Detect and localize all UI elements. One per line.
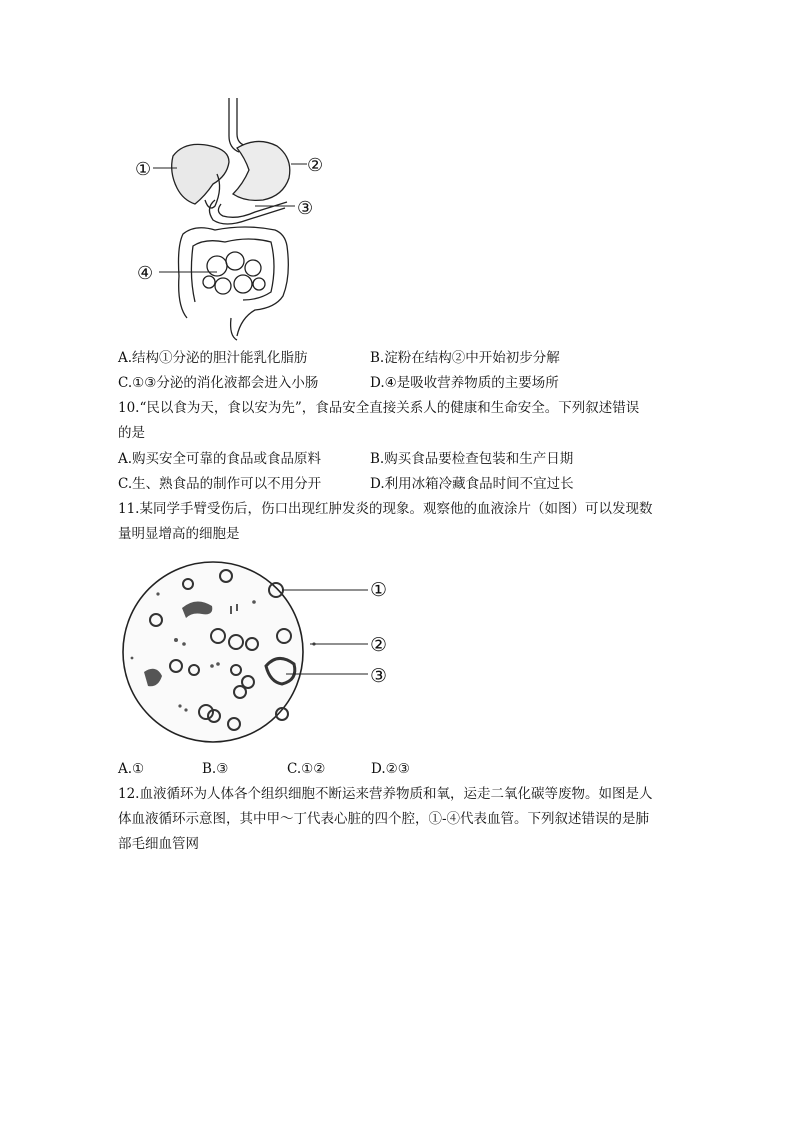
q12-stem-line3: 部毛细血管网 [118,836,199,852]
q10-stem-line2: 的是 [118,425,145,441]
q10-option-b: B.购买食品要检查包装和生产日期 [370,451,574,467]
figure-label-1: ① [135,159,152,180]
figure-label-3: ③ [297,198,314,219]
q10-option-a: A.购买安全可靠的食品或食品原料 [118,451,322,467]
smear-label-1: ① [370,579,388,601]
q10-option-c: C.生、熟食品的制作可以不用分开 [118,476,322,492]
q11-option-d: D.②③ [371,761,410,777]
q9-option-b: B.淀粉在结构②中开始初步分解 [370,350,560,366]
figure-label-2: ② [307,155,324,176]
q11-stem-line1: 11.某同学手臂受伤后，伤口出现红肿发炎的现象。观察他的血液涂片（如图）可以发现数 [118,501,653,517]
q9-option-a: A.结构①分泌的胆汁能乳化脂肪 [118,350,308,366]
figure-label-4: ④ [137,263,154,284]
digestive-system-figure [125,96,335,341]
q11-option-b: B.③ [202,761,229,777]
q9-option-d: D.④是吸收营养物质的主要场所 [370,375,559,391]
blood-smear-figure [118,554,398,752]
q9-option-c: C.①③分泌的消化液都会进入小肠 [118,375,319,391]
smear-label-3: ③ [370,665,388,687]
q12-stem-line1: 12.血液循环为人体各个组织细胞不断运来营养物质和氧，运走二氧化碳等废物。如图是人 [118,786,653,802]
q12-stem-line2: 体血液循环示意图，其中甲～丁代表心脏的四个腔，①-④代表血管。下列叙述错误的是肺 [118,811,650,827]
q11-option-c: C.①② [287,761,326,777]
q11-option-a: A.① [118,761,145,777]
q10-stem-line1: 10.“民以食为天，食以安为先”，食品安全直接关系人的健康和生命安全。下列叙述错误 [118,400,640,416]
smear-label-2: ② [370,634,388,656]
q10-option-d: D.利用冰箱冷藏食品时间不宜过长 [370,476,574,492]
q11-stem-line2: 量明显增高的细胞是 [118,526,240,542]
